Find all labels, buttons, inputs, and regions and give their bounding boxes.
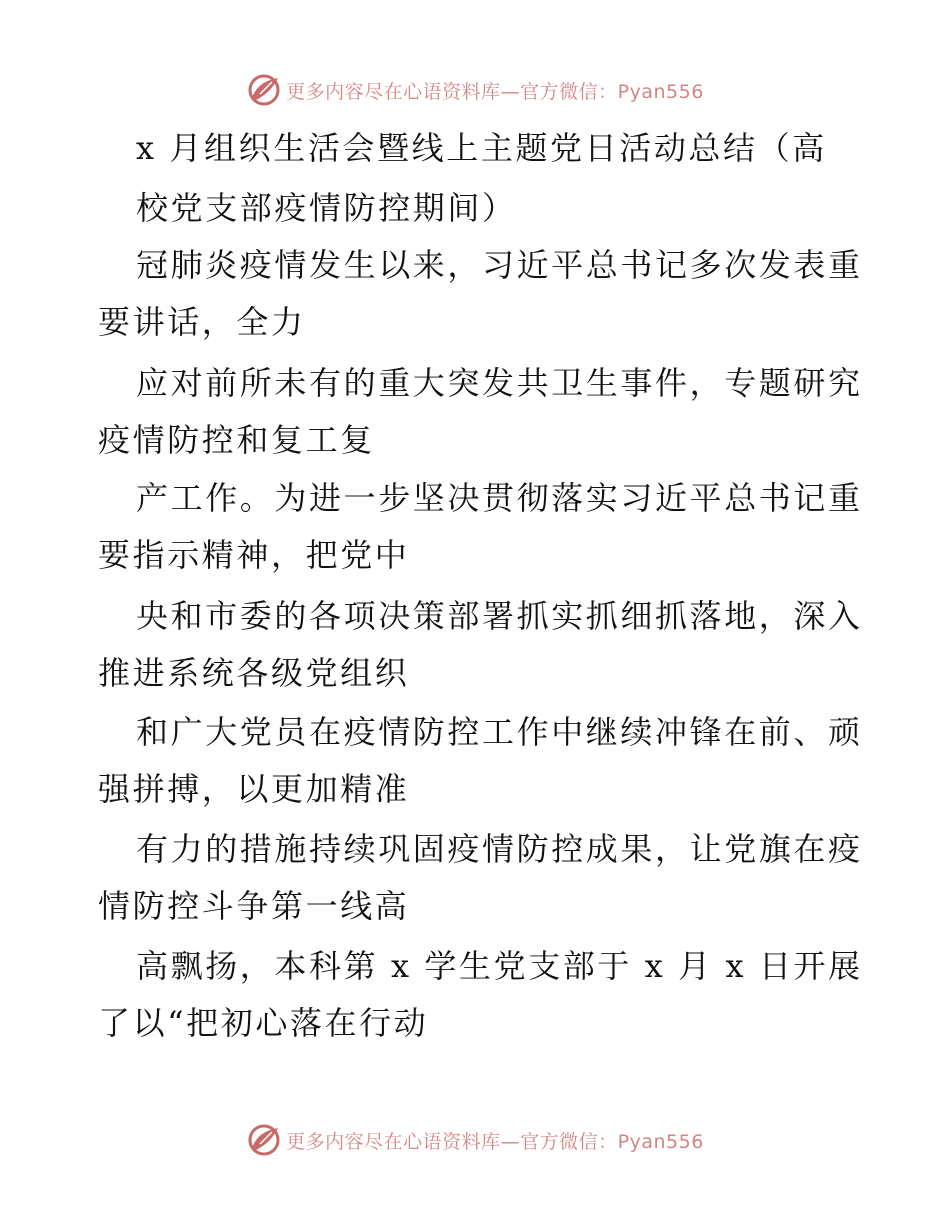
text-line: 要讲话，全力 <box>98 303 306 341</box>
text-line: 产工作。为进一步坚决贯彻落实习近平总书记重 <box>136 479 863 517</box>
text-line: 疫情防控和复工复 <box>98 421 375 459</box>
text-line: 推进系统各级党组织 <box>98 654 410 692</box>
watermark-text: 更多内容尽在心语资料库—官方微信：Pyan556 <box>286 1130 704 1153</box>
text-line: 有力的措施持续巩固疫情防控成果，让党旗在疫 <box>136 830 863 868</box>
pen-nib-logo-icon <box>246 72 282 108</box>
text-line: 高飘扬，本科第 x 学生党支部于 x 月 x 日开展 <box>136 947 863 985</box>
text-line: 和广大党员在疫情防控工作中继续冲锋在前、顽 <box>136 713 863 751</box>
text-line: 校党支部疫情防控期间） <box>136 189 517 227</box>
text-line: 要指示精神，把党中 <box>98 536 410 574</box>
pen-nib-logo-icon <box>246 1122 282 1158</box>
watermark-footer <box>0 1120 950 1160</box>
text-line: x 月组织生活会暨线上主题党日活动总结（高 <box>136 129 827 167</box>
watermark-header <box>0 70 950 110</box>
text-line: 央和市委的各项决策部署抓实抓细抓落地，深入 <box>136 597 863 635</box>
text-line: 应对前所未有的重大突发共卫生事件，专题研究 <box>136 364 863 402</box>
watermark-text: 更多内容尽在心语资料库—官方微信：Pyan556 <box>286 80 704 103</box>
text-line: 强拼搏，以更加精准 <box>98 770 410 808</box>
text-line: 情防控斗争第一线高 <box>98 887 410 925</box>
text-line: 了以“把初心落在行动 <box>98 1004 429 1042</box>
text-line: 冠肺炎疫情发生以来，习近平总书记多次发表重 <box>136 246 863 284</box>
